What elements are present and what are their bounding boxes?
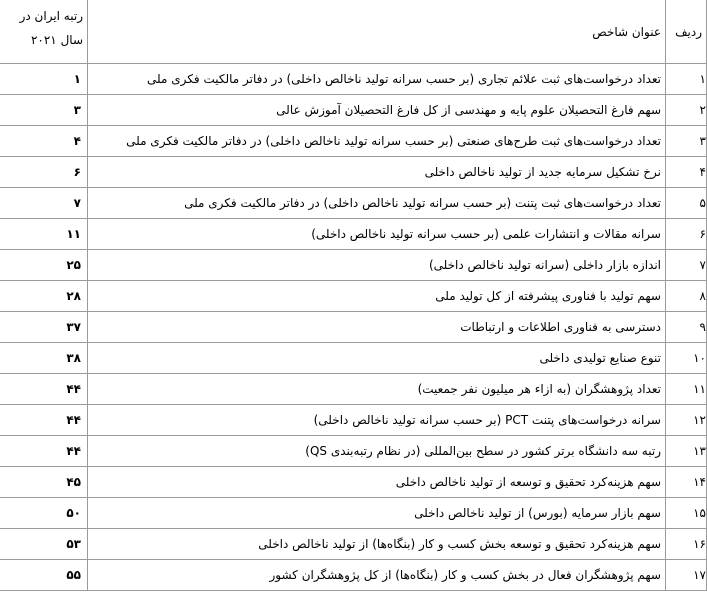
header-rank-line2: سال ۲۰۲۱ [30,33,83,47]
row-title: تعداد درخواست‌های ثبت علائم تجاری (بر حسب سرانه تولید ناخالص داخلی) در دفاتر مالکیت فکری ملی [88,64,666,95]
row-rank: ۳۷ [0,312,88,343]
table-row [0,436,707,467]
table-row [0,467,707,498]
header-title: عنوان شاخص [88,0,666,64]
row-index: ۱۰ [666,343,707,374]
header-index: ردیف [666,0,707,64]
row-rank: ۶ [0,157,88,188]
row-index: ۵ [666,188,707,219]
row-title: دسترسی به فناوری اطلاعات و ارتباطات [88,312,666,343]
row-title: نرخ تشکیل سرمایه جدید از تولید ناخالص داخلی [88,157,666,188]
row-rank: ۲۸ [0,281,88,312]
row-rank: ۴۴ [0,436,88,467]
row-title: سهم هزینه‌کرد تحقیق و توسعه بخش کسب و کار (بنگاه‌ها) از تولید ناخالص داخلی [88,529,666,560]
row-index: ۱ [666,64,707,95]
table-row [0,64,707,95]
row-rank: ۴۵ [0,467,88,498]
row-rank: ۵۳ [0,529,88,560]
row-title: سهم هزینه‌کرد تحقیق و توسعه از تولید ناخالص داخلی [88,467,666,498]
row-index: ۲ [666,95,707,126]
row-index: ۳ [666,126,707,157]
row-index: ۸ [666,281,707,312]
table-row [0,312,707,343]
row-index: ۱۱ [666,374,707,405]
row-title: اندازه بازار داخلی (سرانه تولید ناخالص داخلی) [88,250,666,281]
table-row [0,498,707,529]
row-title: تعداد درخواست‌های ثبت پتنت (بر حسب سرانه تولید ناخالص داخلی) در دفاتر مالکیت فکری ملی [88,188,666,219]
table-row [0,281,707,312]
row-title: رتبه سه دانشگاه برتر کشور در سطح بین‌المللی (در نظام رتبه‌بندی QS) [88,436,666,467]
row-rank: ۵۵ [0,560,88,591]
row-rank: ۷ [0,188,88,219]
row-index: ۴ [666,157,707,188]
row-rank: ۵۰ [0,498,88,529]
header-rank-line1: رتبه ایران در [19,9,83,23]
row-index: ۶ [666,219,707,250]
row-index: ۱۲ [666,405,707,436]
row-index: ۱۳ [666,436,707,467]
row-index: ۱۵ [666,498,707,529]
table-header-row [0,0,707,64]
row-rank: ۲۵ [0,250,88,281]
row-title: تعداد پژوهشگران (به ازاء هر میلیون نفر جمعیت) [88,374,666,405]
row-index: ۹ [666,312,707,343]
row-rank: ۱۱ [0,219,88,250]
row-title: تعداد درخواست‌های ثبت طرح‌های صنعتی (بر حسب سرانه تولید ناخالص داخلی) در دفاتر مالکیت فکری ملی [88,126,666,157]
table-row [0,529,707,560]
row-rank: ۱ [0,64,88,95]
table-row [0,219,707,250]
table-body [0,64,707,591]
row-rank: ۴ [0,126,88,157]
table-row [0,157,707,188]
row-title: سهم پژوهشگران فعال در بخش کسب و کار (بنگاه‌ها) از کل پژوهشگران کشور [88,560,666,591]
row-index: ۱۷ [666,560,707,591]
row-rank: ۳۸ [0,343,88,374]
table-row [0,343,707,374]
table-row [0,405,707,436]
row-index: ۱۴ [666,467,707,498]
table-row [0,374,707,405]
header-rank [0,0,88,64]
table-row [0,188,707,219]
table-row [0,126,707,157]
row-rank: ۴۴ [0,405,88,436]
row-title: سهم فارغ التحصیلان علوم پایه و مهندسی از کل فارغ التحصیلان آموزش عالی [88,95,666,126]
row-rank: ۴۴ [0,374,88,405]
row-title: سهم بازار سرمایه (بورس) از تولید ناخالص داخلی [88,498,666,529]
table-row [0,560,707,591]
row-index: ۷ [666,250,707,281]
row-title: تنوع صنایع تولیدی داخلی [88,343,666,374]
table-row [0,95,707,126]
row-index: ۱۶ [666,529,707,560]
row-title: سهم تولید با فناوری پیشرفته از کل تولید ملی [88,281,666,312]
table-row [0,250,707,281]
row-title: سرانه مقالات و انتشارات علمی (بر حسب سرانه تولید ناخالص داخلی) [88,219,666,250]
row-rank: ۳ [0,95,88,126]
row-title: سرانه درخواست‌های پتنت PCT (بر حسب سرانه تولید ناخالص داخلی) [88,405,666,436]
